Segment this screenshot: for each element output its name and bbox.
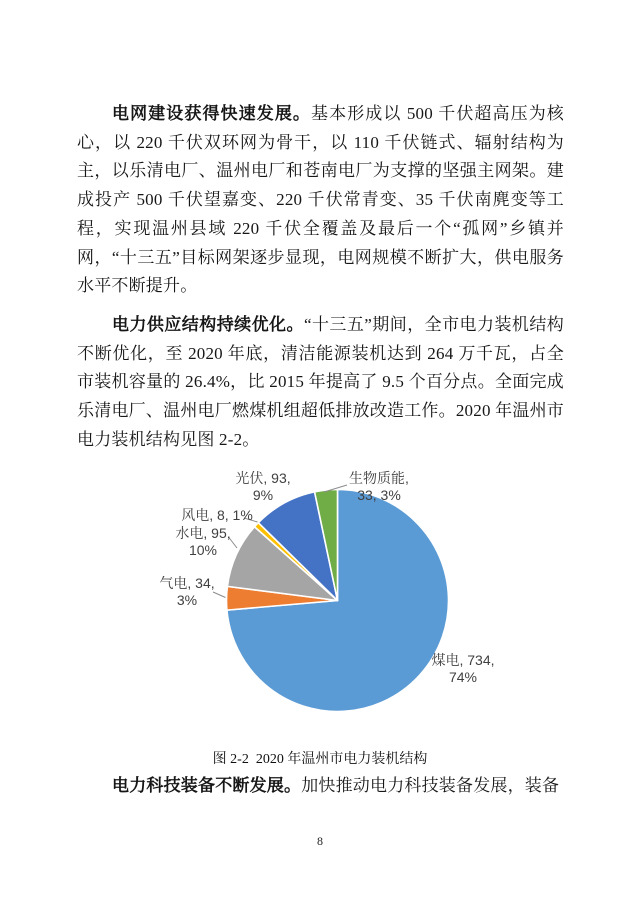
- pie-label-水电: 水电, 95, 10%: [175, 525, 231, 558]
- page-number: 8: [317, 834, 323, 848]
- pie-chart: [140, 450, 540, 740]
- figure-caption: 图 2-2 2020 年温州市电力装机结构: [212, 752, 428, 767]
- paragraph-technology-body: 加快推动电力科技装备发展，装备: [301, 776, 560, 795]
- paragraph-supply-structure-lead: 电力供应结构持续优化。: [112, 315, 304, 334]
- pie-label-风电: 风电, 8, 1%: [181, 507, 253, 523]
- paragraph-grid-construction: [77, 100, 564, 301]
- paragraph-grid-construction-lead: 电网建设获得快速发展。: [112, 104, 312, 123]
- label-leader-line: [213, 592, 226, 598]
- paragraph-grid-construction-body: 基本形成以 500 千伏超高压为核心，以 220 千伏双环网为骨干，以 110 千伏链式、辐射结构为主，以乐清电厂、温州电厂和苍南电厂为支撑的坚强主网架。建成投产 500 千伏望嘉变、220 千伏常青变、35 千伏南麂变等工程，实现温州县域 220 千伏全覆盖及最后一个“孤网”乡镇并网，“十三五”目标网架逐步显现，电网规模不断扩大，供电服务水平不断提升。: [77, 104, 565, 296]
- pie-label-煤电: 煤电, 734, 74%: [431, 652, 495, 685]
- pie-label-生物质能: 生物质能, 33, 3%: [349, 470, 409, 503]
- paragraph-supply-structure-body: “十三五”期间，全市电力装机结构不断优化，至 2020 年底，清洁能源装机达到 264 万千瓦，占全市装机容量的 26.4%，比 2015 年提高了 9.5 个百分点。全面完成乐清电厂、温州电厂燃煤机组超低排放改造工作。2020 年温州市电力装机结构见图 2-2。: [77, 315, 564, 449]
- pie-label-气电: 气电, 34, 3%: [159, 575, 215, 608]
- pie-chart-figure: [140, 450, 540, 740]
- paragraph-technology: [77, 772, 564, 801]
- paragraph-technology-lead: 电力科技装备不断发展。: [112, 776, 302, 795]
- paragraph-supply-structure: [77, 311, 564, 455]
- pie-label-光伏: 光伏, 93, 9%: [235, 470, 291, 503]
